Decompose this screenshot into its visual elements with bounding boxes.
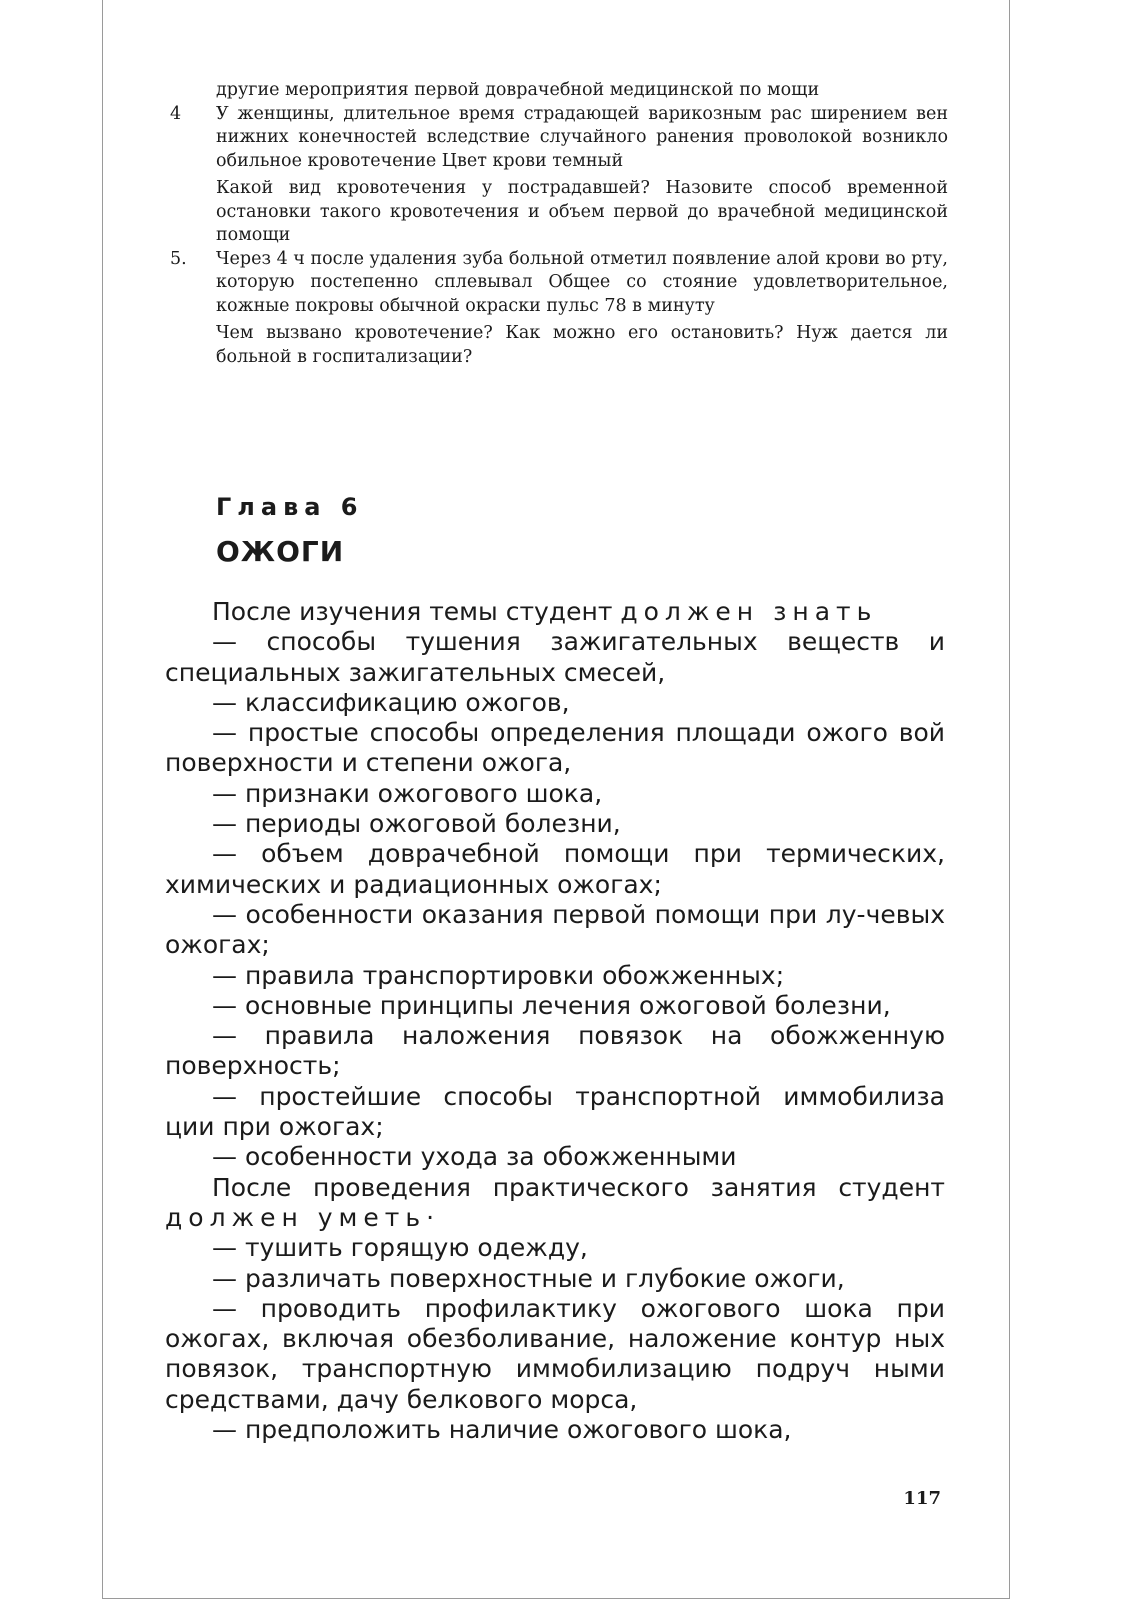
skill-item: — тушить горящую одежду, xyxy=(212,1233,588,1263)
know-item: — особенности ухода за обожженными xyxy=(212,1142,737,1172)
skills-intro-emphasis: должен уметь· xyxy=(165,1202,441,1232)
chapter-title: ОЖОГИ xyxy=(216,535,345,568)
know-item: — простейшие способы транспортной иммобилиза ции при ожогах; xyxy=(165,1081,945,1142)
know-item: — объем доврачебной помощи при термических, химических и радиационных ожогах; xyxy=(165,839,945,899)
problem-number: 4 xyxy=(170,103,182,124)
skill-item: — предположить наличие ожогового шока, xyxy=(212,1415,792,1445)
problem-question: Чем вызвано кровотечение? Как можно его остановить? Нуж дается ли больной в госпитализации? xyxy=(216,323,948,367)
problem-number: 5. xyxy=(170,248,187,269)
problem-item-5 xyxy=(170,248,948,370)
know-item: — правила транспортировки обожженных; xyxy=(212,960,785,990)
book-page xyxy=(102,0,1010,1599)
page-number: 117 xyxy=(903,1488,941,1509)
problem-text: У женщины, длительное время страдающей варикозным рас ширением вен нижних конечностей вследствие случайного ранения проволокой возникло обильное кровотечение Цвет крови темный xyxy=(216,103,948,171)
problem-question: Какой вид кровотечения у пострадавшей? Назовите способ временной остановки такого кровотечения и объем первой до врачебной медицинской помощи xyxy=(216,178,948,245)
chapter-body xyxy=(165,597,945,1445)
problem-text: Через 4 ч после удаления зуба больной отметил появление алой крови во рту, которую постепенно сплевывал Общее со стояние удовлетворительное, кожные покровы обычной окраски пульс 78 в минуту xyxy=(216,248,948,316)
know-item: — основные принципы лечения ожоговой болезни, xyxy=(212,990,891,1020)
know-item: — периоды ожоговой болезни, xyxy=(212,809,621,839)
continuation-text xyxy=(216,79,948,103)
know-intro-lead: После изучения темы студент xyxy=(212,597,613,626)
know-intro-emphasis: должен знать xyxy=(620,597,878,626)
know-item: — простые способы определения площади ожого вой поверхности и степени ожога, xyxy=(165,718,945,778)
chapter-heading xyxy=(216,490,364,570)
know-item: — особенности оказания первой помощи при лу-чевых ожогах; xyxy=(165,899,945,960)
know-item: — способы тушения зажигательных веществ и специальных зажигательных смесей, xyxy=(165,627,945,687)
know-item: — признаки ожогового шока, xyxy=(212,778,603,808)
skill-item: — различать поверхностные и глубокие ожоги, xyxy=(212,1263,845,1293)
skills-intro-lead: После проведения практического занятия студент xyxy=(212,1172,945,1202)
continuation-paragraph: другие мероприятия первой доврачебной медицинской по мощи xyxy=(216,80,820,100)
problems-section xyxy=(103,79,1009,369)
know-intro xyxy=(165,597,945,627)
skills-intro xyxy=(165,1173,945,1234)
problem-item-4 xyxy=(170,103,948,248)
skill-item: — проводить профилактику ожогового шока при ожогах, включая обезболивание, наложение контур ных повязок, транспортную иммобилизацию подруч ными средствами, дачу белкового морса, xyxy=(165,1293,945,1414)
chapter-label: Глава 6 xyxy=(216,493,364,521)
know-item: — правила наложения повязок на обожженную поверхность; xyxy=(165,1021,945,1081)
know-item: — классификацию ожогов, xyxy=(212,687,570,717)
